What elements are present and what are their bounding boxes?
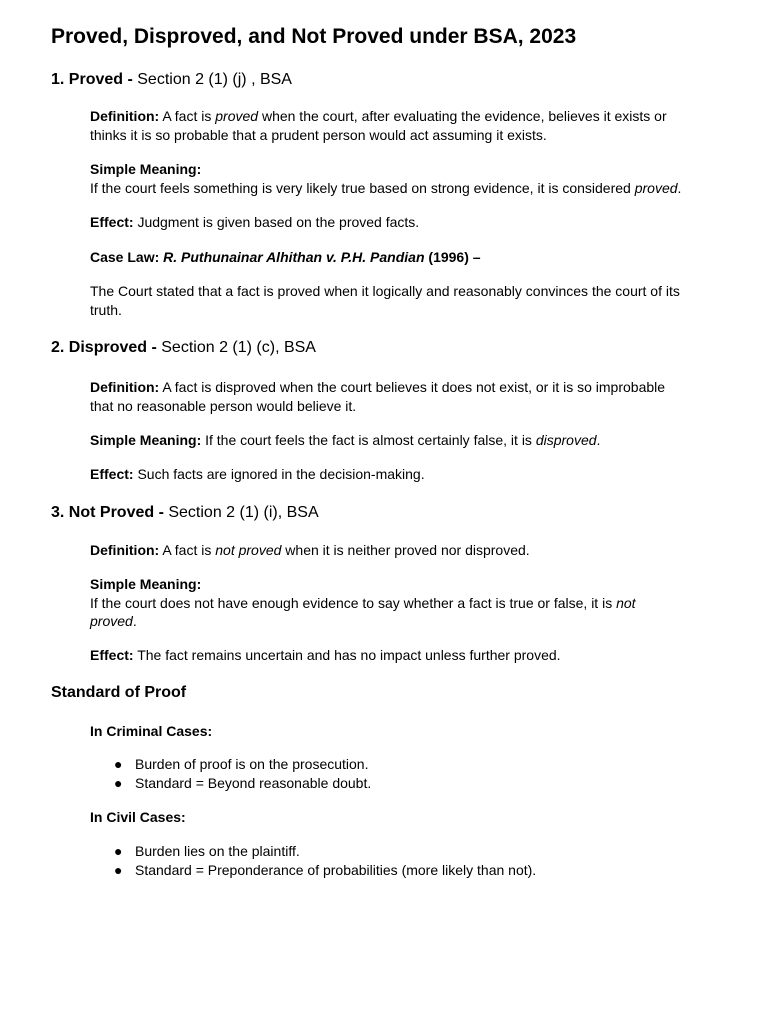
section-reference: Section 2 (1) (i), BSA xyxy=(163,504,319,521)
effect-label: Effect: xyxy=(90,466,134,482)
civil-cases-label: In Civil Cases: xyxy=(90,809,186,825)
definition-text: when it is neither proved nor disproved. xyxy=(281,542,530,558)
definition-label: Definition: xyxy=(90,379,160,395)
simple-meaning-emphasis: not xyxy=(616,594,636,611)
definition-label: Definition: xyxy=(90,108,160,124)
not-proved-simple-meaning xyxy=(90,575,636,631)
definition-text: when the court, after evaluating the evidence, believes it exists or xyxy=(258,108,667,124)
simple-meaning-text: If the court feels the fact is almost certainly false, it is xyxy=(201,432,536,448)
page-title: Proved, Disproved, and Not Proved under BSA, 2023 xyxy=(51,25,577,48)
definition-emphasis: proved xyxy=(215,108,259,124)
list-item-text: Standard = Beyond reasonable doubt. xyxy=(135,775,372,791)
list-item-text: Burden of proof is on the prosecution. xyxy=(135,756,369,772)
section-reference: Section 2 (1) (j) , BSA xyxy=(132,71,292,88)
civil-cases-list xyxy=(114,842,537,880)
case-name: R. Puthunainar Alhithan v. P.H. Pandian xyxy=(163,249,425,265)
criminal-cases-label: In Criminal Cases: xyxy=(90,723,213,739)
simple-meaning-text: If the court does not have enough evidence to say whether a fact is true or false, it is xyxy=(90,594,617,611)
effect-text: Judgment is given based on the proved facts. xyxy=(133,214,420,230)
section-proved-heading xyxy=(51,71,292,89)
effect-label: Effect: xyxy=(90,214,134,230)
simple-meaning-label: Simple Meaning: xyxy=(90,161,202,177)
court-statement-text: truth. xyxy=(90,301,122,318)
definition-label: Definition: xyxy=(90,542,160,558)
court-statement-text: The Court stated that a fact is proved when it logically and reasonably convinces the court of its xyxy=(90,283,680,299)
simple-meaning-text: . xyxy=(132,613,137,629)
criminal-cases-list xyxy=(114,755,372,793)
not-proved-effect xyxy=(90,646,561,665)
simple-meaning-text: . xyxy=(677,179,682,196)
definition-text: thinks it is so probable that a prudent person would act assuming it exists. xyxy=(90,126,547,143)
definition-text: A fact is disproved when the court believes it does not exist, or it is so improbable xyxy=(159,379,666,395)
case-law xyxy=(90,248,481,267)
bullet-icon: ● xyxy=(114,843,123,859)
simple-meaning-label: Simple Meaning: xyxy=(90,576,202,592)
proved-definition xyxy=(90,107,667,144)
simple-meaning-emphasis: proved xyxy=(90,613,133,629)
case-law-label: Case Law: xyxy=(90,249,164,265)
definition-text: A fact is xyxy=(159,542,216,558)
section-reference: Section 2 (1) (c), BSA xyxy=(156,339,316,356)
simple-meaning-text: . xyxy=(596,432,601,448)
effect-text: The fact remains uncertain and has no impact unless further proved. xyxy=(133,647,561,663)
simple-meaning-emphasis: disproved xyxy=(535,432,597,448)
proved-simple-meaning xyxy=(90,160,681,197)
section-heading-label: 3. Not Proved - xyxy=(51,504,164,521)
list-item-text: Standard = Preponderance of probabilities (more likely than not). xyxy=(135,862,537,878)
list-item xyxy=(114,755,371,774)
definition-text: A fact is xyxy=(159,108,216,124)
simple-meaning-label: Simple Meaning: xyxy=(90,432,202,448)
section-not-proved-heading xyxy=(51,504,319,522)
list-item xyxy=(114,774,372,793)
proved-effect xyxy=(90,213,419,232)
bullet-icon: ● xyxy=(114,862,123,878)
bullet-icon: ● xyxy=(114,756,123,772)
bullet-icon: ● xyxy=(114,775,123,791)
disproved-simple-meaning xyxy=(90,431,600,450)
list-item xyxy=(114,861,537,880)
disproved-definition xyxy=(90,378,665,415)
disproved-effect xyxy=(90,465,425,484)
definition-emphasis: not proved xyxy=(215,542,282,558)
court-statement xyxy=(90,282,680,319)
case-year: (1996) – xyxy=(424,249,481,265)
section-disproved-heading xyxy=(51,339,316,357)
not-proved-definition xyxy=(90,541,530,560)
standard-of-proof-heading: Standard of Proof xyxy=(51,684,187,701)
list-item-text: Burden lies on the plaintiff. xyxy=(135,843,300,859)
definition-text: that no reasonable person would believe it. xyxy=(90,397,357,414)
simple-meaning-text: If the court feels something is very likely true based on strong evidence, it is considered xyxy=(90,179,635,196)
list-item xyxy=(114,842,536,861)
section-heading-label: 1. Proved - xyxy=(51,71,133,88)
section-heading-label: 2. Disproved - xyxy=(51,339,157,356)
effect-text: Such facts are ignored in the decision-making. xyxy=(133,466,425,482)
effect-label: Effect: xyxy=(90,647,134,663)
simple-meaning-emphasis: proved xyxy=(634,179,678,196)
